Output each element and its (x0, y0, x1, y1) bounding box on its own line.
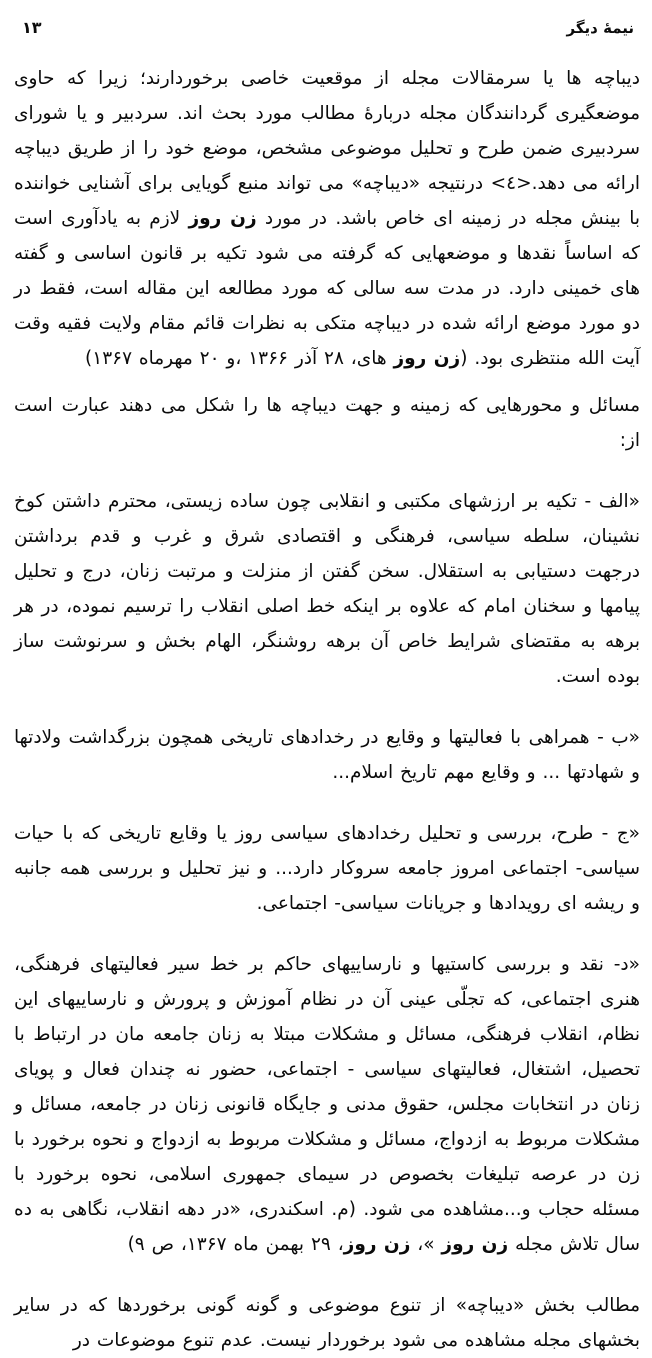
running-header (14, 16, 640, 37)
page-number: ۱۳ (22, 18, 42, 37)
list-item-dal: «د- نقد و بررسى كاستيها و نارساييهاى حاكم بر خط سير فعاليتهاى فرهنگى، هنرى اجتماعى، كه تجلّى عينى آن در نظام آموزش و پرورش و نارساييهاى اين نظام، انقلاب فرهنگى، مسائل و مشكلات مبتلا به زنان جامعه مان در ارتباط با تحصيل، اشتغال، فعاليتهاى سياسى - اجتماعى، حضور نه چندان فعال و پوياى زنان در انتخابات مجلس، حقوق مدنى و جايگاه قانونى زنان در جامعه، مسائل و مشكلات مربوط به ازدواج، مسائل و مشكلات مربوط به ازدواج و نحوه برخورد با زن در عرصه تبليغات بخصوص در سيماى جمهورى اسلامى، نحوه برخورد با مسئله حجاب و...مشاهده مى شود. (م. اسكندرى، «در دهه انقلاب، نگاهى به ده سال تلاش مجله زن روز »، زن روز، ۲۹ بهمن ماه ۱۳۶۷، ص ۹) (14, 954, 640, 1255)
body-text (14, 61, 640, 1358)
paragraph-lead-in: مسائل و محورهايى كه زمينه و جهت ديباچه ها را شكل مى دهند عبارت است از: (14, 395, 640, 451)
journal-title: نيمهٔ ديگر (566, 19, 634, 37)
paragraph-intro: ديباچه ها يا سرمقالات مجله از موقعيت خاصى برخوردارند؛ زيرا كه حاوى موضعگيرى گردانندگان مجله دربارهٔ مطالب مورد بحث اند. سردبير و يا شوراى سردبيرى ضمن طرح و تحليل موضوعى مشخص، موضع خود را از طريق ديباچه ارائه مى دهد.<٤> درنتيجه «ديباچه» مى تواند منبع گويايى براى آشنايى خواننده با بينش مجله در زمينه اى خاص باشد. در مورد زن روز لازم به يادآورى است كه اساساً نقدها و موضعهايى كه گرفته مى شود تكيه بر قانون اساسى و گفته هاى خمينى دارد. در مدت سه سالى كه مورد مطالعه اين مقاله است، فقط در دو مورد موضع ارائه شده در ديباچه متكى به نظرات قائم مقام ولايت فقيه وقت آيت الله منتظرى بود. (زن روز هاى، ۲۸ آذر ۱۳۶۶ ،و ۲۰ مهرماه ۱۳۶۷) (14, 68, 641, 369)
list-item-jim: «ج - طرح، بررسى و تحليل رخدادهاى سياسى روز يا وقايع تاريخى كه با حيات سياسى- اجتماعى امروز جامعه سروكار دارد... و نيز تحليل و بررسى همه جانبه و ريشه اى رويدادها و جريانات سياسى- اجتماعى. (14, 823, 640, 914)
paragraph-closing: مطالب بخش «ديباچه» از تنوع موضوعى و گونه گونى برخوردها كه در ساير بخشهاى مجله مشاهده مى شود برخوردار نيست. عدم تنوع موضوعات در (14, 1295, 640, 1351)
list-item-be: «ب - همراهى با فعاليتها و وقايع در رخدادهاى تاريخى همچون بزرگداشت ولادتها و شهادتها ... و وقايع مهم تاريخ اسلام... (14, 727, 640, 783)
list-item-alef: «الف - تكيه بر ارزشهاى مكتبى و انقلابى چون ساده زيستى، محترم داشتن كوخ نشينان، سلطه سياسى، فرهنگى و اقتصادى شرق و غرب و قدم برداشتن درجهت دستيابى به استقلال. سخن گفتن از منزلت و مرتبت زنان، درج و تحليل پيامها و سخنان امام كه علاوه بر اينكه خط اصلى انقلاب را ترسيم نموده، در هر برهه به مقتضاى شرايط خاص آن برهه روشنگر، الهام بخش و سرنوشت ساز بوده است. (14, 491, 640, 687)
